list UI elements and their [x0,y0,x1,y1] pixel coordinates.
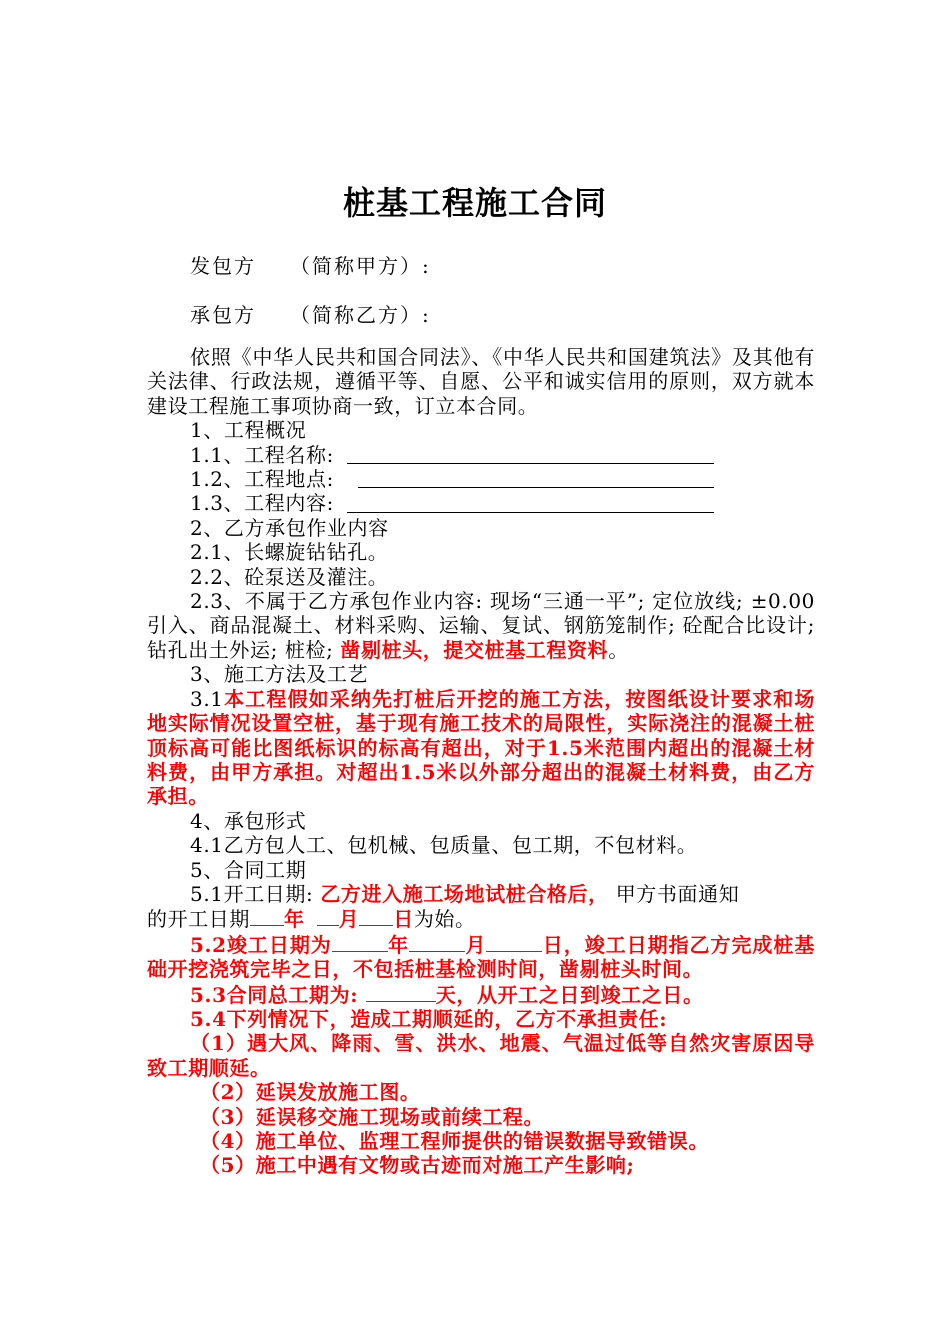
section-3-heading: 3、施工方法及工艺 [190,662,369,687]
start-day-blank [359,906,393,926]
delay-heading: 5.4下列情况下，造成工期顺延的，乙方不承担责任: [190,1006,668,1031]
project-location-blank [358,467,714,488]
completion-date-text: 日，竣工日期指乙方完成桩基础开挖浇筑完毕之日，不包括桩基检测时间，凿剔桩头时间。 [147,932,815,982]
completion-month-label: 月 [465,932,487,957]
section-2-item-3 [147,589,815,662]
section-4-heading: 4、承包形式 [190,808,307,833]
delay-item-2: （2）延误发放施工图。 [200,1080,421,1105]
section-2-heading: 2、乙方承包作业内容 [190,515,389,540]
project-location-row [147,467,815,491]
section-3-item-1-text: 本工程假如采纳先打桩后开挖的施工方法，按图纸设计要求和场地实际情况设置空桩，基于现有施工技术的局限性，实际浇注的混凝土桩顶标高可能比图纸标识的标高有超出，对于1.5米范围内超出的混凝土材料费，由甲方承担。对超出1.5米以外部分超出的混凝土材料费，由乙方承担。 [147,686,815,809]
section-2-item-2: 2.2、砼泵送及灌注。 [190,564,389,589]
section-2-item-1: 2.1、长螺旋钻钻孔。 [190,540,389,565]
start-day-label: 日 [393,907,414,932]
completion-day-blank [486,932,542,952]
project-name-label: 1.1、工程名称: [190,442,334,467]
contractor-line [190,299,431,328]
start-date-prefix: 5.1开工日期: [190,881,314,906]
start-date-suffix: 甲方书面通知 [615,881,740,906]
total-duration-suffix: 天，从开工之日到竣工之日。 [435,982,704,1007]
contractor-label: 承包方 [190,303,256,327]
section-2-item-3-highlight: 凿剔桩头，提交桩基工程资料 [340,637,609,662]
preamble-paragraph: 依照《中华人民共和国合同法》、《中华人民共和国建筑法》及其他有关法律、行政法规，遵循平等、自愿、公平和诚实信用的原则，双方就本建设工程施工事项协商一致，订立本合同。 [147,345,815,418]
section-4-item-1: 4.1乙方包人工、包机械、包质量、包工期，不包材料。 [190,833,698,858]
total-duration-paragraph [147,982,815,1007]
start-year-blank [250,906,284,926]
start-month-label: 月 [338,907,360,932]
delay-item-4: （4）施工单位、监理工程师提供的错误数据导致错误。 [200,1129,709,1153]
delay-item-1: （1）遇大风、降雨、雪、洪水、地震、气温过低等自然灾害原因导致工期顺延。 [147,1031,815,1080]
section-1-heading: 1、工程概况 [190,418,307,443]
project-name-row [147,443,815,467]
start-date-paragraph [147,882,815,932]
section-5-heading: 5、合同工期 [190,857,307,882]
start-date-end: 为始。 [413,907,476,932]
start-date-condition: 乙方进入施工场地试桩合格后， [320,881,609,906]
completion-date-prefix: 5.2竣工日期为 [190,932,332,957]
total-duration-prefix: 5.3合同总工期为: [190,982,359,1007]
document-title: 桩基工程施工合同 [342,184,607,222]
contract-body [147,345,815,1178]
delay-item-3: （3）延误移交施工现场或前续工程。 [200,1104,545,1129]
section-3-item-1-number: 3.1 [190,686,224,711]
start-date-line2: 的开工日期 [147,907,250,932]
completion-year-label: 年 [387,932,410,957]
delay-item-5: （5）施工中遇有文物或古迹而对施工产生影响; [200,1153,635,1178]
employer-label: 发包方 [190,254,256,278]
employer-line [190,250,431,279]
completion-month-blank [409,932,465,952]
section-2-item-3-text: 2.3、不属于乙方承包作业内容: 现场“三通一平”; 定位放线; ±0.00引入、商品混凝土、材料采购、运输、复试、钢筋笼制作; 砼配合比设计; 钻孔出土外运; 桩检; [147,589,815,662]
total-duration-blank [366,982,436,1002]
start-year-label: 年 [284,907,305,932]
section-3-item-1 [147,687,815,809]
project-content-label: 1.3、工程内容: [190,491,334,516]
employer-abbrev: （简称甲方）: [290,254,431,278]
completion-year-blank [332,932,388,952]
project-content-blank [347,492,714,513]
project-location-label: 1.2、工程地点: [190,467,334,492]
section-2-item-3-end: 。 [608,637,629,662]
start-month-blank [317,906,339,926]
completion-date-paragraph [147,932,815,982]
project-content-row [147,491,815,515]
contractor-abbrev: （简称乙方）: [290,303,431,327]
project-name-blank [347,443,714,464]
